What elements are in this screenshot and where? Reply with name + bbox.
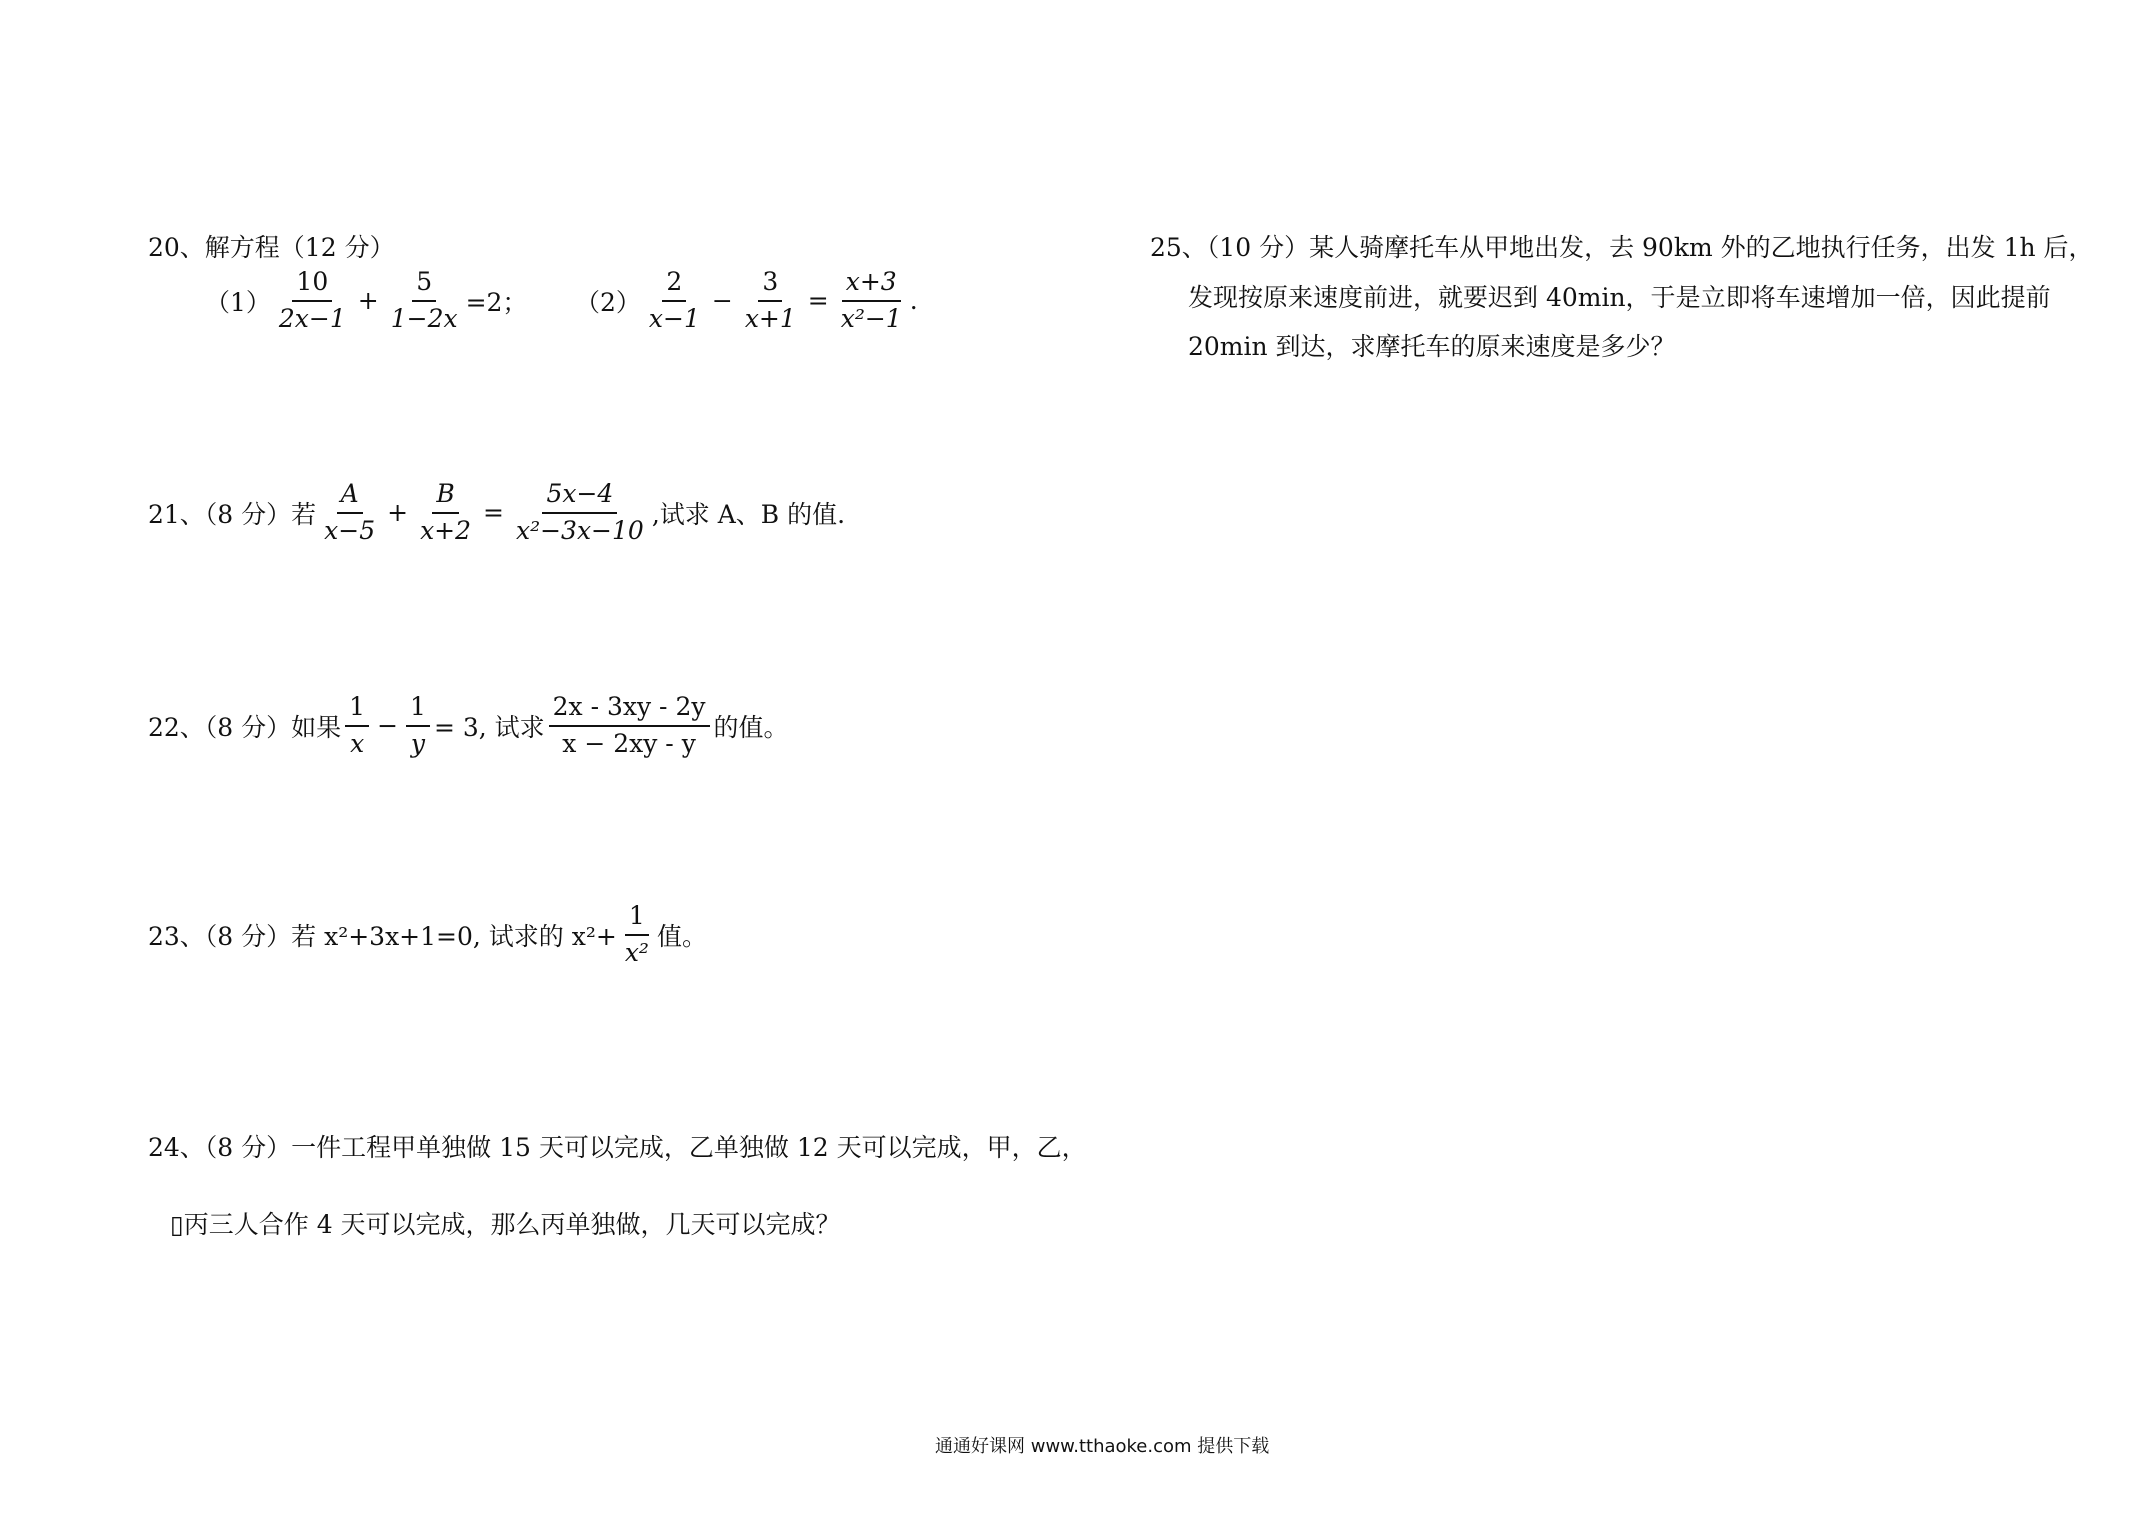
- q22-middle: = 3, 试求: [433, 712, 545, 742]
- q24-line-2: ▯丙三人合作 4 天可以完成，那么丙单独做，几天可以完成？: [170, 1210, 841, 1239]
- q24-line-1: 24、（8 分）一件工程甲单独做 15 天可以完成，乙单独做 12 天可以完成，甲，乙，: [148, 1133, 1087, 1162]
- q21: [148, 480, 845, 546]
- q22-prefix: 22、（8 分）如果: [148, 712, 342, 742]
- fraction-numerator: 5x−4: [542, 480, 617, 514]
- q20-p1-label: （1）: [205, 287, 271, 317]
- q22-fraction-expr: [549, 693, 710, 759]
- fraction-denominator: x²: [624, 937, 649, 967]
- minus-sign: −: [711, 286, 733, 316]
- q20-p1-fraction-2: [387, 268, 462, 334]
- fraction-numerator: x+3: [842, 268, 901, 302]
- fraction-denominator: x: [350, 728, 365, 758]
- q20-p2-fraction-1: [645, 268, 704, 334]
- q20-p2-fraction-3: [837, 268, 906, 334]
- fraction-denominator: x²−3x−10: [515, 515, 644, 545]
- q20-p2-period: .: [909, 286, 918, 316]
- plus-sign: +: [387, 498, 409, 528]
- q25-line-3: 20min 到达，求摩托车的原来速度是多少？: [1188, 332, 1676, 361]
- q23-suffix: 值。: [656, 921, 707, 951]
- q21-prefix: 21、（8 分）若: [148, 499, 317, 529]
- q22-suffix: 的值。: [713, 712, 789, 742]
- fraction-numerator: B: [432, 480, 458, 514]
- q20-p2-label: （2）: [575, 287, 641, 317]
- fraction-numerator: 1: [406, 693, 430, 727]
- fraction-denominator: x − 2xy - y: [562, 728, 696, 758]
- footer-watermark: 通通好课网 www.tthaoke.com 提供下载: [935, 1436, 1270, 1457]
- q20-p1-result: =2；: [465, 287, 528, 317]
- fraction-denominator: x+1: [744, 303, 796, 333]
- q20-part2: [575, 268, 918, 334]
- fraction-denominator: y: [410, 728, 426, 758]
- q25-line-2: 发现按原来速度前进，就要迟到 40min，于是立即将车速增加一倍，因此提前: [1188, 283, 2051, 312]
- q22-fraction-2: [406, 693, 430, 759]
- minus-sign: −: [377, 711, 399, 741]
- fraction-numerator: 1: [625, 902, 649, 936]
- fraction-numerator: 5: [412, 268, 436, 302]
- q20-part1: [205, 268, 527, 334]
- fraction-numerator: 2: [662, 268, 686, 302]
- fraction-denominator: 1−2x: [390, 303, 458, 333]
- equals-sign: =: [483, 498, 504, 528]
- fraction-numerator: 2x - 3xy - 2y: [549, 693, 710, 727]
- fraction-numerator: 1: [345, 693, 369, 727]
- plus-sign: +: [357, 286, 379, 316]
- q20-header: 20、解方程（12 分）: [148, 233, 395, 262]
- q25-line-1: 25、（10 分）某人骑摩托车从甲地出发，去 90km 外的乙地执行任务，出发 1h 后，: [1150, 233, 2094, 262]
- q21-fraction-rhs: [512, 480, 648, 546]
- fraction-numerator: A: [337, 480, 363, 514]
- fraction-denominator: x−5: [324, 515, 376, 545]
- equals-sign: =: [807, 286, 829, 316]
- q20-p1-fraction-1: [275, 268, 350, 334]
- q21-suffix: ,试求 A、B 的值.: [651, 499, 846, 529]
- q22-fraction-1: [345, 693, 369, 759]
- fraction-denominator: x+2: [420, 515, 472, 545]
- q23-fraction: [621, 902, 653, 968]
- q22: [148, 693, 789, 759]
- q23-prefix: 23、（8 分）若 x²+3x+1=0, 试求的 x²+: [148, 921, 617, 951]
- fraction-denominator: 2x−1: [278, 303, 346, 333]
- q23: [148, 902, 707, 968]
- fraction-denominator: x−1: [648, 303, 700, 333]
- q21-fraction-a: [320, 480, 379, 546]
- fraction-numerator: 10: [292, 268, 332, 302]
- q21-fraction-b: [416, 480, 475, 546]
- q20-p2-fraction-2: [741, 268, 800, 334]
- fraction-numerator: 3: [758, 268, 782, 302]
- fraction-denominator: x²−1: [840, 303, 902, 333]
